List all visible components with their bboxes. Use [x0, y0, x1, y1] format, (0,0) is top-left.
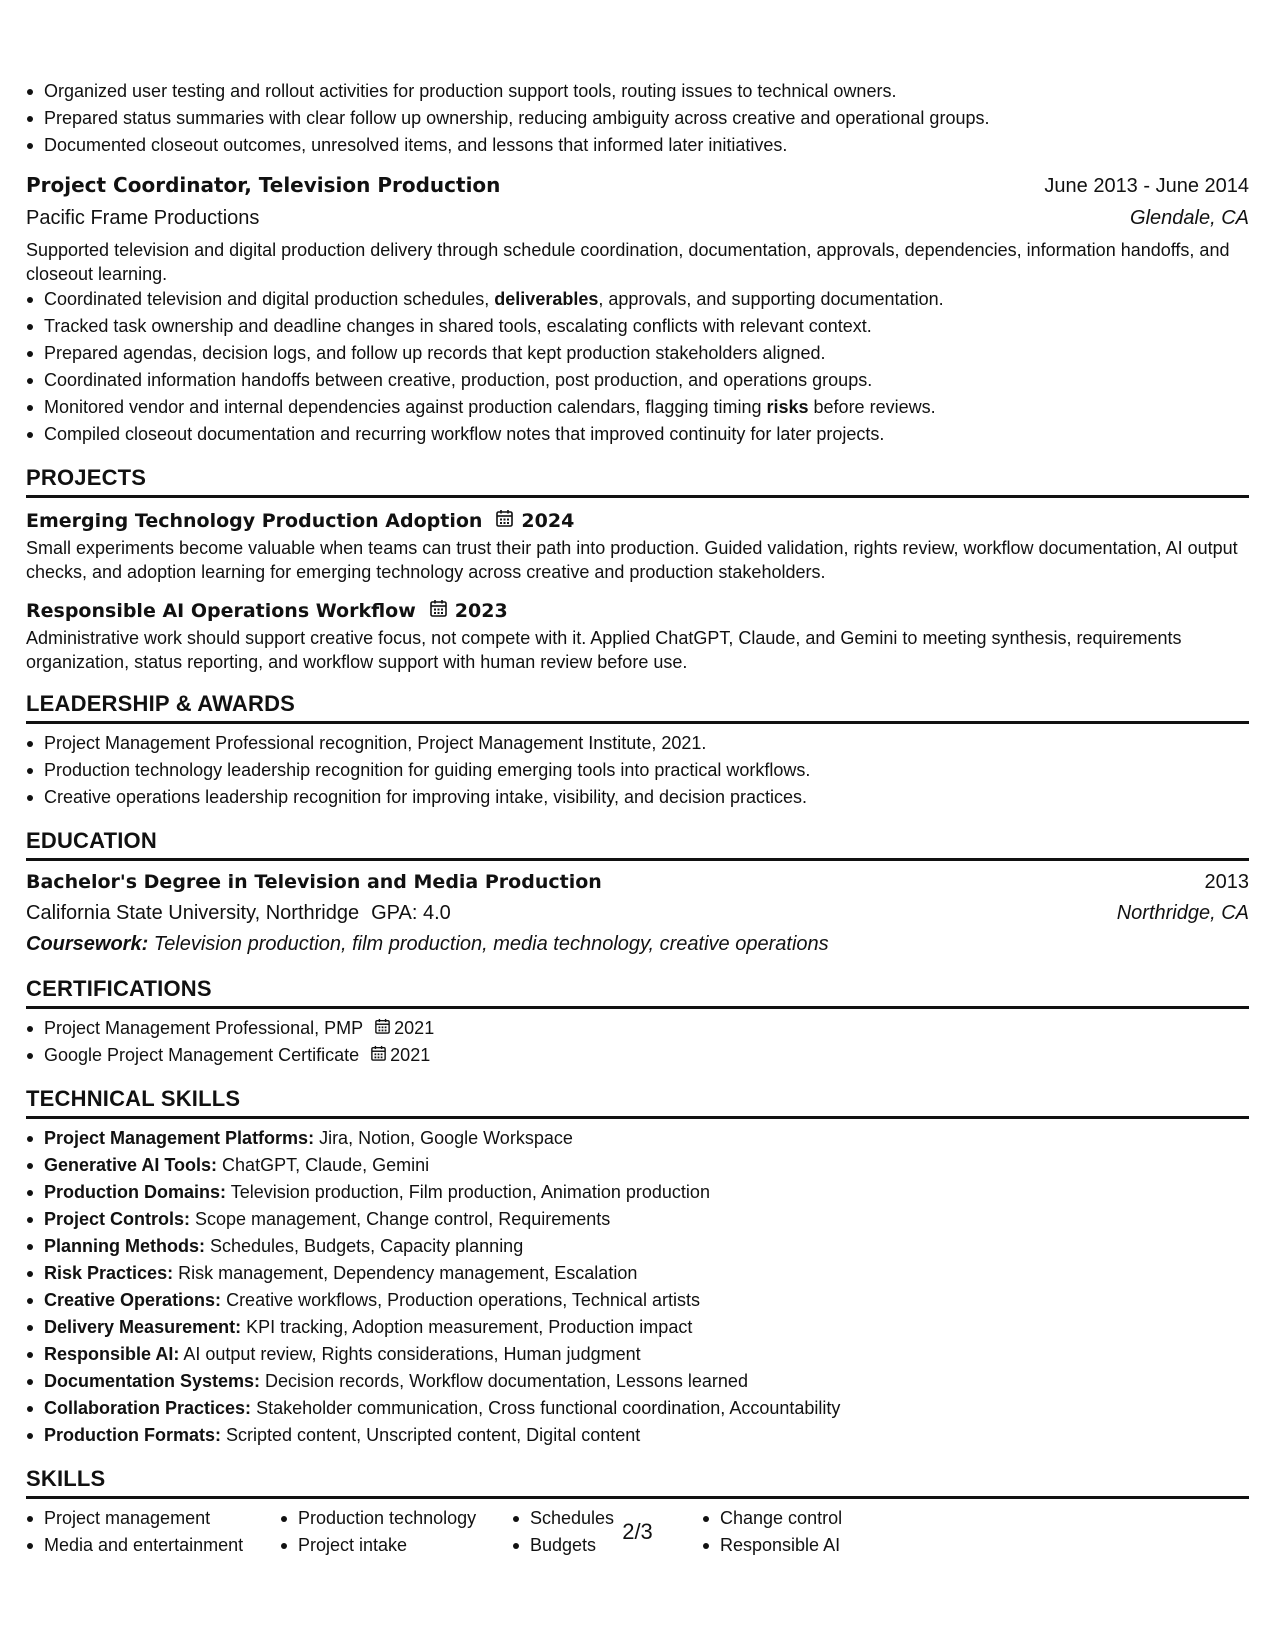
list-item: Production technology	[298, 1505, 512, 1532]
previous-job-bullets	[26, 78, 1249, 159]
list-item: Production technology leadership recognition for guiding emerging tools into practical workflows.	[44, 757, 1249, 784]
list-item: Tracked task ownership and deadline changes in shared tools, escalating conflicts with relevant context.	[44, 313, 1249, 340]
degree-year: 2013	[1204, 871, 1249, 893]
list-item: Change control	[720, 1505, 842, 1532]
certification-name: Google Project Management Certificate	[44, 1045, 360, 1065]
project-title: Responsible AI Operations Workflow	[26, 600, 416, 622]
job-bullets	[26, 286, 1249, 448]
gpa: GPA: 4.0	[371, 902, 451, 924]
resume-page	[26, 78, 1249, 1559]
list-item: Planning Methods: Schedules, Budgets, Capacity planning	[44, 1233, 1249, 1260]
list-item: Project intake	[298, 1532, 512, 1559]
list-item: Project management	[44, 1505, 280, 1532]
education-subheader	[26, 897, 1249, 929]
school-location: Northridge, CA	[1116, 902, 1249, 924]
list-item: Creative Operations: Creative workflows, Production operations, Technical artists	[44, 1287, 1249, 1314]
certification-name: Project Management Professional, PMP	[44, 1018, 364, 1038]
list-item: Coordinated television and digital production schedules, deliverables, approvals, and supporting documentation.	[44, 286, 1249, 313]
list-item: Project Controls: Scope management, Change control, Requirements	[44, 1206, 1249, 1233]
calendar-icon	[375, 1015, 390, 1042]
technical-skills-list	[26, 1125, 1249, 1449]
calendar-icon	[496, 506, 513, 536]
list-item: Schedules	[530, 1505, 702, 1532]
section-heading-leadership: LEADERSHIP & AWARDS	[26, 690, 1249, 724]
certification-year: 2021	[394, 1018, 435, 1038]
project-year: 2023	[454, 600, 508, 622]
list-item: Budgets	[530, 1532, 702, 1559]
section-heading-skills: SKILLS	[26, 1465, 1249, 1499]
list-item: Production Domains: Television production, Film production, Animation production	[44, 1179, 1249, 1206]
list-item: Organized user testing and rollout activities for production support tools, routing issues to technical owners.	[44, 78, 1249, 105]
list-item: Prepared agendas, decision logs, and follow up records that kept production stakeholders aligned.	[44, 340, 1249, 367]
list-item: Monitored vendor and internal dependencies against production calendars, flagging timing risks before reviews.	[44, 394, 1249, 421]
section-heading-certifications: CERTIFICATIONS	[26, 975, 1249, 1009]
bold-keyword: deliverables	[494, 289, 599, 309]
list-item	[44, 1042, 1249, 1069]
list-item: Risk Practices: Risk management, Dependency management, Escalation	[44, 1260, 1249, 1287]
calendar-icon	[371, 1042, 386, 1069]
project-header	[26, 596, 1249, 626]
certifications-list	[26, 1015, 1249, 1069]
project-year: 2024	[521, 510, 575, 532]
project-header	[26, 506, 1249, 536]
list-item: Production Formats: Scripted content, Unscripted content, Digital content	[44, 1422, 1249, 1449]
list-item: Prepared status summaries with clear follow up ownership, reducing ambiguity across creative and operational groups.	[44, 105, 1249, 132]
project-description: Small experiments become valuable when teams can trust their path into production. Guided validation, rights review, workflow documentation, AI output checks, and adoption learning for emerging technology across creative and production stakeholders.	[26, 538, 1238, 582]
section-heading-technical-skills: TECHNICAL SKILLS	[26, 1085, 1249, 1119]
list-item	[44, 1015, 1249, 1042]
job-subheader	[26, 202, 1249, 234]
calendar-icon	[430, 596, 447, 626]
list-item: Responsible AI: AI output review, Rights considerations, Human judgment	[44, 1341, 1249, 1368]
certification-year: 2021	[390, 1045, 431, 1065]
list-item: Delivery Measurement: KPI tracking, Adoption measurement, Production impact	[44, 1314, 1249, 1341]
job-header	[26, 169, 1249, 202]
coursework-text: Television production, film production, media technology, creative operations	[148, 933, 829, 955]
list-item: Compiled closeout documentation and recurring workflow notes that improved continuity for later projects.	[44, 421, 1249, 448]
list-item: Creative operations leadership recognition for improving intake, visibility, and decision practices.	[44, 784, 1249, 811]
school-name: California State University, Northridge	[26, 902, 360, 924]
job-summary: Supported television and digital production delivery through schedule coordination, documentation, approvals, dependencies, information handoffs, and closeout learning.	[26, 240, 1230, 284]
job-company: Pacific Frame Productions	[26, 207, 260, 229]
education-header	[26, 867, 1249, 897]
degree-title: Bachelor's Degree in Television and Media Production	[26, 871, 602, 893]
job-title: Project Coordinator, Television Production	[26, 173, 501, 197]
bold-keyword: risks	[766, 397, 809, 417]
page-number: 2/3	[622, 1519, 653, 1544]
list-item: Project Management Platforms: Jira, Notion, Google Workspace	[44, 1125, 1249, 1152]
list-item: Responsible AI	[720, 1532, 842, 1559]
job-location: Glendale, CA	[1130, 207, 1249, 229]
section-heading-education: EDUCATION	[26, 827, 1249, 861]
list-item: Collaboration Practices: Stakeholder communication, Cross functional coordination, Accountability	[44, 1395, 1249, 1422]
coursework	[26, 929, 1249, 959]
list-item: Documentation Systems: Decision records, Workflow documentation, Lessons learned	[44, 1368, 1249, 1395]
list-item: Documented closeout outcomes, unresolved items, and lessons that informed later initiatives.	[44, 132, 1249, 159]
list-item: Project Management Professional recognition, Project Management Institute, 2021.	[44, 730, 1249, 757]
coursework-label: Coursework:	[26, 933, 149, 955]
job-dates: June 2013 - June 2014	[1044, 175, 1249, 197]
section-heading-projects: PROJECTS	[26, 464, 1249, 498]
list-item: Generative AI Tools: ChatGPT, Claude, Gemini	[44, 1152, 1249, 1179]
leadership-list	[26, 730, 1249, 811]
list-item: Coordinated information handoffs between creative, production, post production, and operations groups.	[44, 367, 1249, 394]
list-item: Media and entertainment	[44, 1532, 280, 1559]
project-description: Administrative work should support creative focus, not compete with it. Applied ChatGPT, Claude, and Gemini to meeting synthesis, requirements organization, status reporting, and workflow support with human review before use.	[26, 628, 1182, 672]
project-title: Emerging Technology Production Adoption	[26, 510, 483, 532]
